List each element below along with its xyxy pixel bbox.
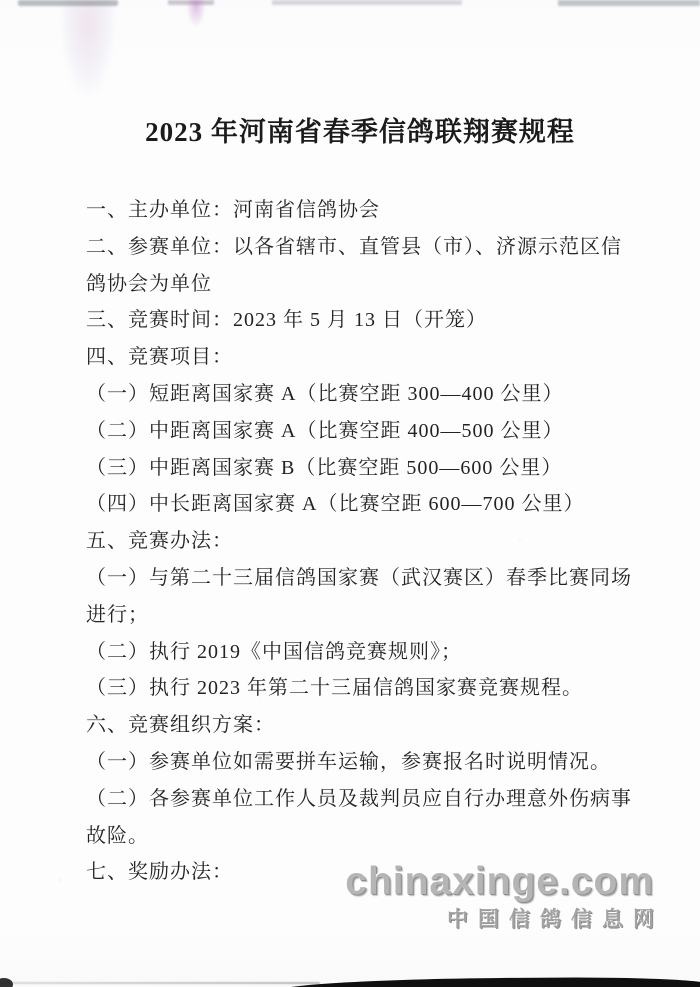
watermark-logo xyxy=(345,860,664,933)
doc-title: 2023 年河南省春季信鸽联翔赛规程 xyxy=(145,117,575,147)
doc-line: （一）与第二十三届信鸽国家赛（武汉赛区）春季比赛同场 xyxy=(86,566,632,589)
doc-line: 二、参赛单位：以各省辖市、直管县（市）、济源示范区信 xyxy=(86,235,622,258)
doc-line: （二）执行 2019《中国信鸽竞赛规则》； xyxy=(86,640,462,663)
doc-line: 五、竞赛办法： xyxy=(86,530,233,553)
scan-corner-blob xyxy=(0,978,13,987)
doc-line: （三）执行 2023 年第二十三届信鸽国家赛竞赛规程。 xyxy=(86,677,583,700)
scan-edge-faint-line xyxy=(0,982,320,984)
doc-line: （二）中距离国家赛 A（比赛空距 400—500 公里） xyxy=(86,419,564,442)
doc-line: （二）各参赛单位工作人员及裁判员应自行办理意外伤病事 xyxy=(86,787,632,810)
doc-line: （一）短距离国家赛 A（比赛空距 300—400 公里） xyxy=(86,382,564,405)
doc-line: （三）中距离国家赛 B（比赛空距 500—600 公里） xyxy=(86,456,563,479)
doc-body xyxy=(86,192,634,891)
doc-line: （一）参赛单位如需要拼车运输，参赛报名时说明情况。 xyxy=(86,750,611,773)
doc-line: 一、主办单位：河南省信鸽协会 xyxy=(86,199,380,221)
doc-line: 三、竞赛时间：2023 年 5 月 13 日（开笼） xyxy=(86,309,487,332)
doc-line: 进行； xyxy=(86,603,149,626)
watermark-site-name: 中国信鸽信息网 xyxy=(447,908,664,931)
doc-line: 六、竞赛组织方案： xyxy=(86,714,275,737)
scan-edge-shadow xyxy=(276,977,700,987)
doc-line: 鸽协会为单位 xyxy=(86,272,212,295)
document-content xyxy=(86,0,634,891)
watermark-domain-text: chinaxinge.com xyxy=(345,860,654,903)
doc-line: 故险。 xyxy=(86,824,149,847)
doc-line: 七、奖励办法： xyxy=(86,861,233,884)
doc-line: （四）中长距离国家赛 A（比赛空距 600—700 公里） xyxy=(86,493,585,516)
doc-line: 四、竞赛项目： xyxy=(86,346,233,369)
